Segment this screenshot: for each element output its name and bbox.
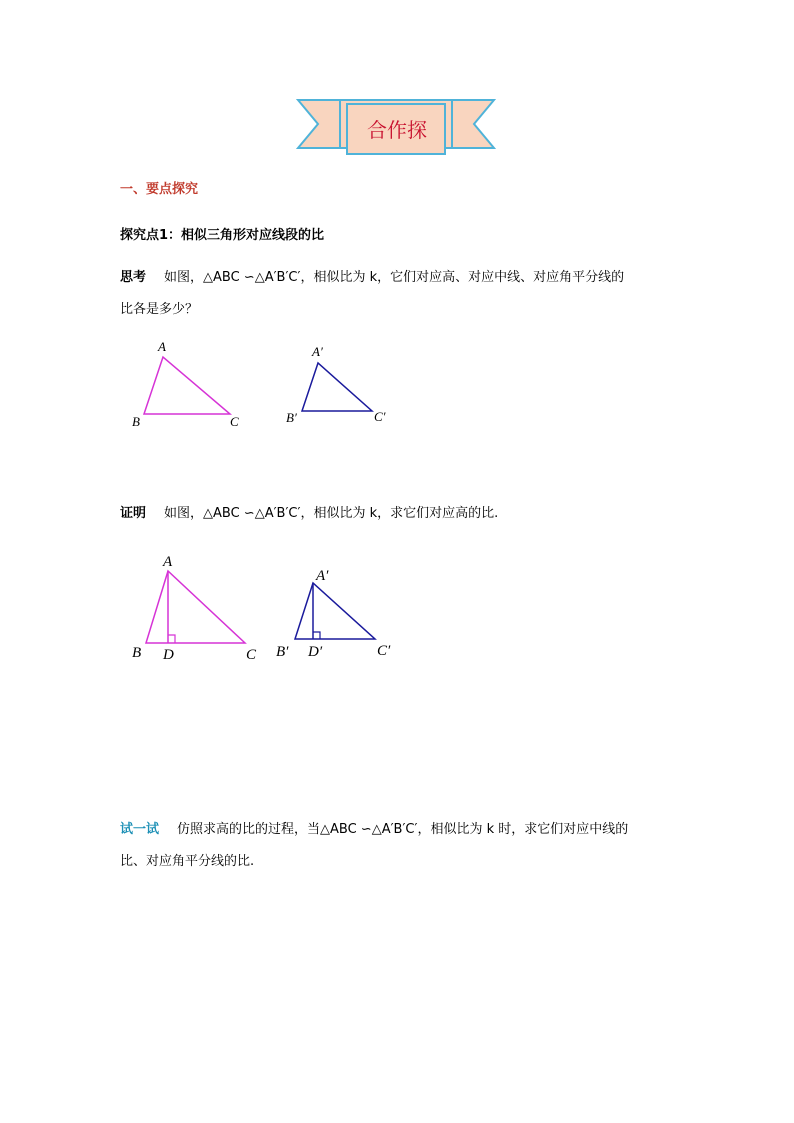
proof-text: 如图，△ABC ∽△A′B′C′，相似比为 k，求它们对应高的比. — [164, 506, 499, 521]
label-b-prime: B′ — [276, 644, 289, 660]
section-heading: 一、要点探究 — [120, 182, 199, 197]
label-b: B — [132, 645, 142, 661]
try-paragraph — [120, 814, 680, 878]
label-a: A — [158, 339, 166, 354]
triangle-a-prime-b-prime-c-prime-with-altitude — [295, 583, 375, 639]
figure-triangles-1 — [120, 335, 420, 435]
label-c: C — [246, 647, 257, 663]
try-text-line1: 仿照求高的比的过程，当△ABC ∽△A′B′C′，相似比为 k 时，求它们对应中线的 — [177, 822, 629, 837]
label-a-prime: A′ — [312, 344, 323, 359]
label-b: B — [132, 414, 140, 429]
try-label: 试一试 — [120, 822, 160, 837]
label-a: A — [163, 554, 173, 570]
figure-triangles-2 — [120, 550, 420, 665]
triangle-abc-with-altitude — [146, 571, 245, 643]
think-text-line1: 如图，△ABC ∽△A′B′C′，相似比为 k，它们对应高、对应中线、对应角平分线的 — [164, 270, 625, 285]
label-d: D — [163, 647, 174, 663]
think-text-line2: 比各是多少？ — [120, 302, 199, 317]
label-c-prime: C′ — [374, 409, 386, 424]
label-c: C — [230, 414, 239, 429]
label-a-prime: A′ — [316, 568, 329, 584]
proof-paragraph — [120, 498, 680, 530]
subsection-heading: 探究点1：相似三角形对应线段的比 — [120, 228, 325, 243]
triangle-a-prime-b-prime-c-prime — [302, 363, 372, 411]
think-label: 思考 — [120, 270, 147, 285]
label-c-prime: C′ — [377, 643, 391, 659]
try-text-line2: 比、对应角平分线的比. — [120, 854, 255, 869]
label-b-prime: B′ — [286, 410, 297, 425]
think-paragraph — [120, 262, 680, 326]
label-d-prime: D′ — [308, 644, 323, 660]
proof-label: 证明 — [120, 506, 147, 521]
right-angle-mark-d — [168, 635, 175, 643]
right-angle-mark-d-prime — [313, 632, 320, 639]
triangle-abc — [144, 357, 230, 414]
banner-title: 合作探 — [367, 117, 427, 142]
